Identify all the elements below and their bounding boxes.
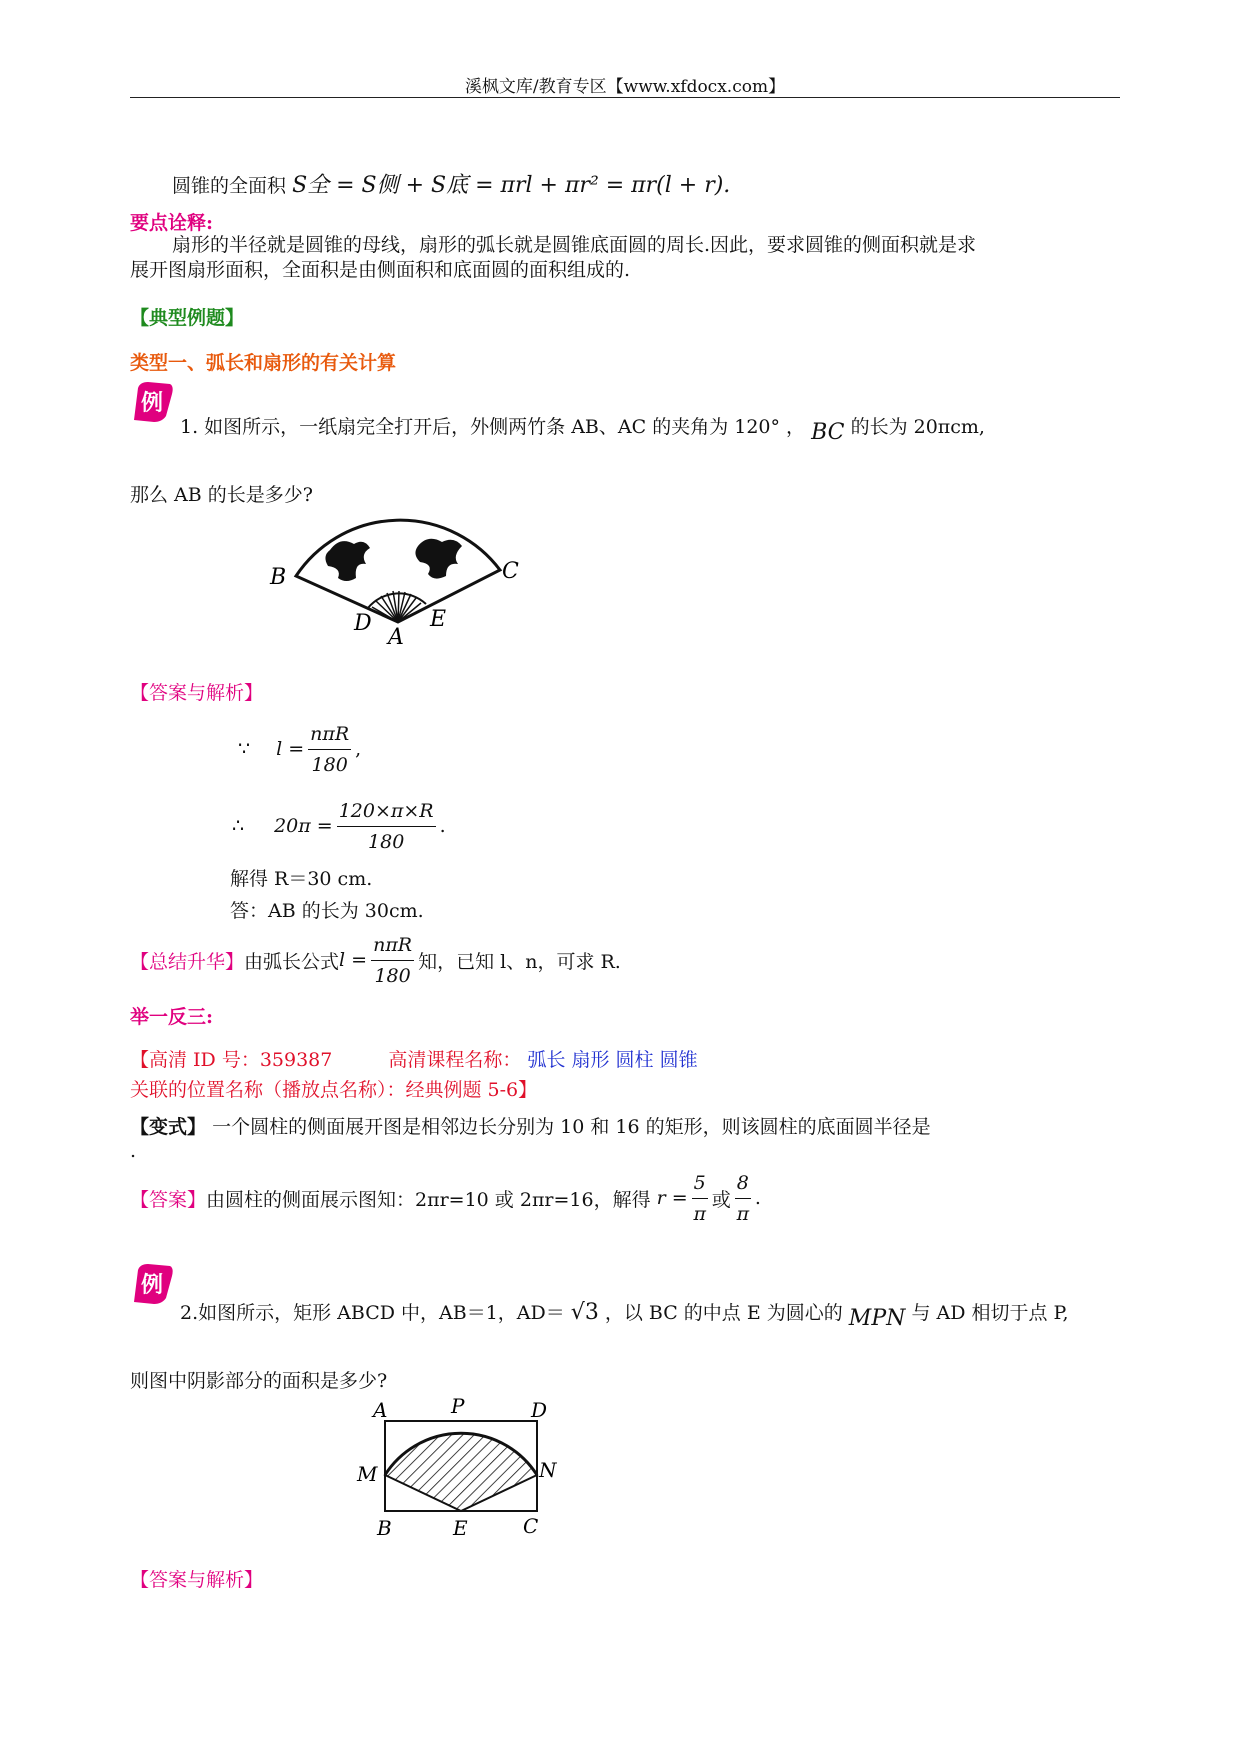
fan-label-d: D: [354, 611, 372, 636]
variant-text: 一个圆柱的侧面展开图是相邻边长分别为 10 和 16 的矩形，则该圆柱的底面圆半径是: [212, 1116, 931, 1138]
variant-answer-text: 由圆柱的侧面展示图知：2πr=10 或 2πr=16，解得: [206, 1188, 651, 1211]
variant-answer-line: [130, 1166, 761, 1230]
hd-id-line: [130, 1045, 698, 1072]
variation-title: 举一反三:: [130, 1006, 214, 1028]
fan-label-a: A: [388, 625, 404, 648]
summary-fraction: [371, 930, 414, 991]
type1-title: 类型一、弧长和扇形的有关计算: [130, 352, 397, 374]
summary-label: 【总结升华】: [130, 950, 245, 973]
period: .: [754, 1187, 761, 1209]
arc-mpn: MPN: [848, 1306, 906, 1331]
rect-label-n: N: [539, 1458, 557, 1482]
rect-label-a: A: [373, 1398, 388, 1422]
fraction-numerator: 120×π×R: [337, 796, 436, 827]
solution1-line1: [238, 717, 361, 781]
rect-label-b: B: [377, 1516, 392, 1540]
hd-id-label: 【高清 ID 号：359387: [130, 1049, 333, 1071]
fan-figure: [268, 512, 528, 648]
fan-label-e: E: [430, 607, 447, 632]
rect-label-c: C: [523, 1514, 539, 1538]
key-points-text-1: 扇形的半径就是圆锥的母线，扇形的弧长就是圆锥底面圆的周长.因此，要求圆锥的侧面积就是求: [172, 234, 977, 256]
answer-title-1: 【答案与解析】: [130, 682, 264, 704]
example-badge-icon: [130, 380, 174, 424]
variant-line: [130, 1112, 931, 1139]
arc-bc: BC: [811, 420, 845, 445]
example1-text-a: 1. 如图所示，一纸扇完全打开后，外侧两竹条 AB、AC 的夹角为 120° ，: [180, 416, 806, 438]
rect-label-e: E: [453, 1516, 468, 1540]
fraction-numerator: 8: [735, 1168, 751, 1199]
formula-prefix: 圆锥的全面积: [172, 175, 287, 197]
typical-examples-title: 【典型例题】: [130, 307, 245, 329]
summary-l-equals: l =: [339, 949, 368, 971]
sqrt-3: √3: [570, 1300, 599, 1325]
key-points-text-2: 展开图扇形面积，全面积是由侧面积和底面圆的面积组成的.: [130, 259, 631, 281]
r-equals: r =: [656, 1187, 688, 1209]
because-symbol: ∵: [238, 738, 251, 760]
example1-text-b: 的长为 20πcm,: [850, 416, 985, 438]
example1-question-line1: [180, 412, 985, 445]
answer-line: 答：AB 的长为 30cm.: [230, 900, 424, 922]
comma: ,: [355, 738, 362, 760]
fraction-5-pi: [692, 1168, 708, 1229]
hd-course-items: 弧长 扇形 圆柱 圆锥: [527, 1049, 698, 1071]
fraction-denominator: 180: [311, 753, 348, 776]
hd-position-line: 关联的位置名称（播放点名称）：经典例题 5-6】: [130, 1079, 538, 1101]
example2-text-c: 与 AD 相切于点 P,: [911, 1302, 1069, 1324]
variant-dot: .: [130, 1140, 137, 1162]
key-points-title: 要点诠释:: [130, 212, 214, 234]
fraction-numerator: 5: [692, 1168, 708, 1199]
page-header: 溪枫文库/教育专区【www.xfdocx.com】: [464, 77, 786, 97]
badge-label: 例: [140, 1273, 164, 1298]
lhs-20pi: 20π =: [274, 815, 333, 837]
solution1-line2: [232, 794, 446, 858]
rect-label-p: P: [451, 1395, 465, 1418]
therefore-symbol: ∴: [232, 815, 245, 837]
summary-text-a: 由弧长公式: [244, 950, 340, 973]
cone-total-area-line: [172, 168, 730, 199]
fraction-120piR-180: [337, 796, 436, 857]
fan-label-c: C: [502, 559, 519, 584]
variant-answer-label: 【答案】: [130, 1188, 207, 1211]
fraction-denominator: π: [693, 1202, 706, 1225]
fraction-denominator: 180: [368, 830, 405, 853]
fraction-denominator: 180: [374, 964, 411, 987]
rectangle-figure: [355, 1395, 565, 1540]
cone-area-formula: S全 = S侧 + S底 = πrl + πr² = πr(l + r).: [292, 173, 731, 198]
example-badge-icon: [130, 1262, 174, 1306]
example2-question-line2: 则图中阴影部分的面积是多少?: [130, 1370, 388, 1392]
fraction-numerator: nπR: [308, 719, 351, 750]
fan-label-b: B: [270, 565, 287, 590]
hd-course-label: 高清课程名称：: [388, 1049, 522, 1071]
variant-label: 【变式】: [130, 1116, 207, 1138]
or-text: 或: [711, 1188, 731, 1211]
fraction-8-pi: [735, 1168, 751, 1229]
rect-label-m: M: [357, 1462, 378, 1486]
l-equals: l =: [276, 738, 305, 760]
answer-title-2: 【答案与解析】: [130, 1569, 264, 1591]
summary-line: [130, 928, 621, 992]
summary-text-b: 知，已知 l、n，可求 R.: [418, 950, 621, 973]
solve-line: 解得 R＝30 cm.: [230, 868, 373, 890]
example2-text-b: ，以 BC 的中点 E 为圆心的: [604, 1302, 843, 1324]
fraction-numerator: nπR: [371, 930, 414, 961]
badge-label: 例: [140, 391, 164, 416]
rect-label-d: D: [531, 1398, 548, 1422]
example2-text-a: 2.如图所示，矩形 ABCD 中，AB＝1，AD＝: [180, 1302, 565, 1324]
example1-question-line2: 那么 AB 的长是多少?: [130, 484, 313, 506]
period: .: [439, 815, 446, 837]
example2-question-line1: [180, 1298, 1069, 1331]
fraction-denominator: π: [736, 1202, 750, 1225]
header-divider: [130, 97, 1120, 98]
fraction-npr-180: [308, 719, 351, 780]
